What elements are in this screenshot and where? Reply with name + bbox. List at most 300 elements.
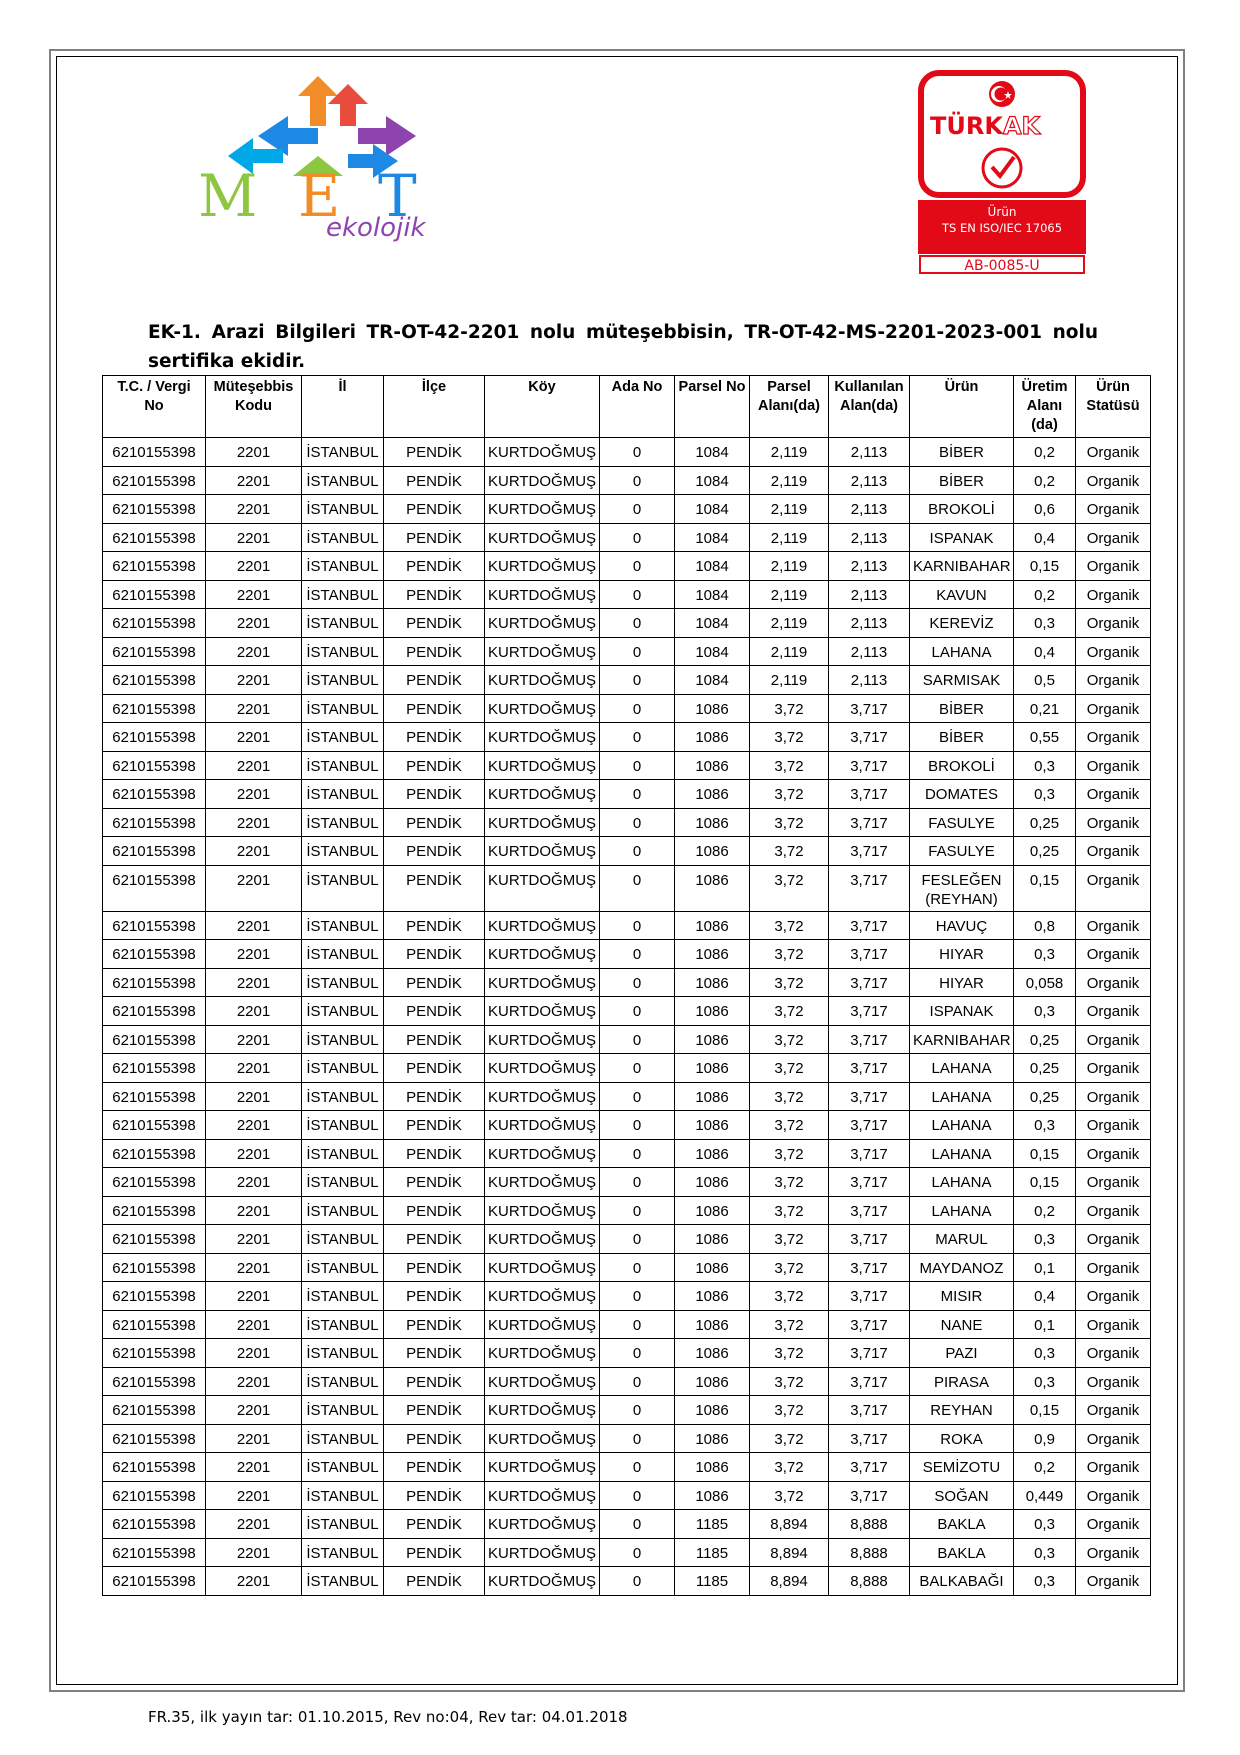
table-cell: 1084 xyxy=(675,523,750,552)
table-cell: MISIR xyxy=(910,1282,1014,1311)
column-header: Parsel No xyxy=(675,376,750,438)
table-cell: 3,72 xyxy=(750,1225,829,1254)
table-cell: 3,72 xyxy=(750,1367,829,1396)
table-cell: İSTANBUL xyxy=(302,1225,384,1254)
turkak-standard-label: TS EN ISO/IEC 17065 xyxy=(941,221,1063,235)
table-cell: SOĞAN xyxy=(910,1481,1014,1510)
table-cell: 3,717 xyxy=(829,997,910,1026)
column-header: İl xyxy=(302,376,384,438)
table-cell: 0,4 xyxy=(1014,637,1076,666)
table-cell: 0,3 xyxy=(1014,1510,1076,1539)
table-cell: 3,717 xyxy=(829,1396,910,1425)
table-cell: Organik xyxy=(1076,694,1151,723)
table-cell: 0,55 xyxy=(1014,723,1076,752)
table-cell: 6210155398 xyxy=(103,580,206,609)
table-cell: İSTANBUL xyxy=(302,1025,384,1054)
table-cell: KURTDOĞMUŞ xyxy=(485,1082,600,1111)
table-row xyxy=(103,1453,1151,1482)
table-cell: 6210155398 xyxy=(103,637,206,666)
table-cell: İSTANBUL xyxy=(302,637,384,666)
table-cell: 3,717 xyxy=(829,808,910,837)
table-cell: KEREVİZ xyxy=(910,609,1014,638)
table-cell: NANE xyxy=(910,1310,1014,1339)
table-cell: 0 xyxy=(600,723,675,752)
table-cell: 1086 xyxy=(675,1282,750,1311)
table-cell: MAYDANOZ xyxy=(910,1253,1014,1282)
table-cell: 6210155398 xyxy=(103,1453,206,1482)
table-cell: 1086 xyxy=(675,1396,750,1425)
table-cell: HIYAR xyxy=(910,968,1014,997)
table-cell: 0,3 xyxy=(1014,1567,1076,1596)
table-cell: 0 xyxy=(600,466,675,495)
logo-letter-1: M xyxy=(198,162,258,230)
table-row xyxy=(103,1424,1151,1453)
table-cell: 0 xyxy=(600,1453,675,1482)
table-cell: KURTDOĞMUŞ xyxy=(485,1282,600,1311)
table-cell: KURTDOĞMUŞ xyxy=(485,1339,600,1368)
table-cell: 2201 xyxy=(206,1196,302,1225)
table-cell: LAHANA xyxy=(910,1054,1014,1083)
table-cell: 1084 xyxy=(675,637,750,666)
table-row xyxy=(103,940,1151,969)
table-cell: 0 xyxy=(600,1481,675,1510)
table-cell: İSTANBUL xyxy=(302,1339,384,1368)
table-cell: Organik xyxy=(1076,997,1151,1026)
table-cell: 0 xyxy=(600,1310,675,1339)
table-cell: 1084 xyxy=(675,438,750,467)
table-row xyxy=(103,723,1151,752)
table-cell: 8,894 xyxy=(750,1538,829,1567)
table-cell: İSTANBUL xyxy=(302,1396,384,1425)
table-row xyxy=(103,666,1151,695)
table-cell: 1086 xyxy=(675,865,750,911)
table-cell: KURTDOĞMUŞ xyxy=(485,609,600,638)
table-row xyxy=(103,694,1151,723)
table-cell: 1086 xyxy=(675,940,750,969)
table-cell: 0,3 xyxy=(1014,609,1076,638)
table-cell: Organik xyxy=(1076,1025,1151,1054)
table-cell: 2,119 xyxy=(750,438,829,467)
table-cell: 3,717 xyxy=(829,940,910,969)
table-cell: 2,119 xyxy=(750,466,829,495)
table-cell: 6210155398 xyxy=(103,1282,206,1311)
table-cell: İSTANBUL xyxy=(302,666,384,695)
table-cell: İSTANBUL xyxy=(302,438,384,467)
table-cell: 3,717 xyxy=(829,1225,910,1254)
table-cell: 3,72 xyxy=(750,997,829,1026)
table-cell: 0,3 xyxy=(1014,1111,1076,1140)
table-cell: 0 xyxy=(600,1025,675,1054)
table-cell: 3,717 xyxy=(829,723,910,752)
table-cell: 6210155398 xyxy=(103,523,206,552)
table-cell: 1086 xyxy=(675,1168,750,1197)
table-cell: 6210155398 xyxy=(103,997,206,1026)
table-cell: 2201 xyxy=(206,1453,302,1482)
table-cell: 3,717 xyxy=(829,1282,910,1311)
table-cell: 0 xyxy=(600,911,675,940)
table-body xyxy=(103,438,1151,1596)
table-cell: 3,72 xyxy=(750,968,829,997)
table-cell: PENDİK xyxy=(384,997,485,1026)
table-row xyxy=(103,1168,1151,1197)
table-cell: KURTDOĞMUŞ xyxy=(485,1510,600,1539)
table-cell: 2,113 xyxy=(829,523,910,552)
table-cell: 0 xyxy=(600,1225,675,1254)
table-cell: KAVUN xyxy=(910,580,1014,609)
table-cell: 0 xyxy=(600,1168,675,1197)
table-cell: 2,113 xyxy=(829,438,910,467)
table-cell: Organik xyxy=(1076,1054,1151,1083)
table-cell: PENDİK xyxy=(384,808,485,837)
table-cell: KURTDOĞMUŞ xyxy=(485,837,600,866)
table-cell: PENDİK xyxy=(384,1054,485,1083)
table-cell: KURTDOĞMUŞ xyxy=(485,466,600,495)
column-header: Parsel Alanı(da) xyxy=(750,376,829,438)
table-cell: 2201 xyxy=(206,865,302,911)
table-cell: KURTDOĞMUŞ xyxy=(485,997,600,1026)
table-cell: 6210155398 xyxy=(103,1025,206,1054)
table-cell: 6210155398 xyxy=(103,751,206,780)
table-cell: KURTDOĞMUŞ xyxy=(485,552,600,581)
table-cell: 3,72 xyxy=(750,1139,829,1168)
table-cell: 0 xyxy=(600,1196,675,1225)
table-cell: PENDİK xyxy=(384,1510,485,1539)
table-cell: KURTDOĞMUŞ xyxy=(485,1310,600,1339)
table-cell: PENDİK xyxy=(384,609,485,638)
table-cell: PENDİK xyxy=(384,940,485,969)
table-cell: 6210155398 xyxy=(103,1139,206,1168)
table-row xyxy=(103,1054,1151,1083)
table-cell: 6210155398 xyxy=(103,911,206,940)
table-cell: 3,717 xyxy=(829,694,910,723)
table-cell: KURTDOĞMUŞ xyxy=(485,1396,600,1425)
table-cell: PENDİK xyxy=(384,1481,485,1510)
column-header: Ürün Statüsü xyxy=(1076,376,1151,438)
table-cell: PENDİK xyxy=(384,666,485,695)
table-cell: İSTANBUL xyxy=(302,1453,384,1482)
table-cell: İSTANBUL xyxy=(302,523,384,552)
table-cell: PENDİK xyxy=(384,1168,485,1197)
table-cell: 2201 xyxy=(206,1367,302,1396)
table-row xyxy=(103,997,1151,1026)
table-row xyxy=(103,1082,1151,1111)
table-cell: 3,717 xyxy=(829,1196,910,1225)
table-cell: İSTANBUL xyxy=(302,1510,384,1539)
table-cell: 2201 xyxy=(206,1310,302,1339)
table-cell: PENDİK xyxy=(384,723,485,752)
table-row xyxy=(103,637,1151,666)
table-row xyxy=(103,911,1151,940)
table-row xyxy=(103,968,1151,997)
table-cell: 2,113 xyxy=(829,637,910,666)
table-cell: 0,9 xyxy=(1014,1424,1076,1453)
table-cell: 3,717 xyxy=(829,1111,910,1140)
table-cell: İSTANBUL xyxy=(302,694,384,723)
table-cell: 0 xyxy=(600,780,675,809)
table-cell: 6210155398 xyxy=(103,466,206,495)
table-cell: 6210155398 xyxy=(103,968,206,997)
table-cell: KURTDOĞMUŞ xyxy=(485,666,600,695)
table-cell: 3,72 xyxy=(750,1424,829,1453)
document-heading: EK-1. Arazi Bilgileri TR-OT-42-2201 nolu müteşebbisin, TR-OT-42-MS-2201-2023-001 nolu sertifika ekidir. xyxy=(148,322,1098,372)
table-cell: İSTANBUL xyxy=(302,1139,384,1168)
table-cell: 0 xyxy=(600,609,675,638)
table-cell: İSTANBUL xyxy=(302,1310,384,1339)
table-cell: 2201 xyxy=(206,580,302,609)
table-cell: 6210155398 xyxy=(103,495,206,524)
table-cell: 0 xyxy=(600,1111,675,1140)
table-cell: 1185 xyxy=(675,1538,750,1567)
table-cell: 1086 xyxy=(675,1196,750,1225)
table-cell: 0 xyxy=(600,1054,675,1083)
table-cell: Organik xyxy=(1076,1367,1151,1396)
table-cell: 3,717 xyxy=(829,1139,910,1168)
table-cell: 1086 xyxy=(675,968,750,997)
table-cell: LAHANA xyxy=(910,1111,1014,1140)
table-cell: 0,25 xyxy=(1014,1025,1076,1054)
table-cell: 8,888 xyxy=(829,1510,910,1539)
table-cell: Organik xyxy=(1076,523,1151,552)
table-cell: FASULYE xyxy=(910,808,1014,837)
table-cell: İSTANBUL xyxy=(302,751,384,780)
table-cell: 0 xyxy=(600,666,675,695)
table-cell: 2201 xyxy=(206,1567,302,1596)
column-header: T.C. / Vergi No xyxy=(103,376,206,438)
table-cell: ISPANAK xyxy=(910,997,1014,1026)
table-cell: İSTANBUL xyxy=(302,609,384,638)
table-cell: İSTANBUL xyxy=(302,1424,384,1453)
table-cell: 3,72 xyxy=(750,808,829,837)
table-cell: 2201 xyxy=(206,523,302,552)
table-cell: KURTDOĞMUŞ xyxy=(485,940,600,969)
table-cell: 6210155398 xyxy=(103,1111,206,1140)
table-cell: Organik xyxy=(1076,1196,1151,1225)
table-row xyxy=(103,438,1151,467)
table-cell: Organik xyxy=(1076,1225,1151,1254)
table-cell: 3,72 xyxy=(750,911,829,940)
table-cell: 0,1 xyxy=(1014,1310,1076,1339)
table-cell: 6210155398 xyxy=(103,1196,206,1225)
table-cell: LAHANA xyxy=(910,1082,1014,1111)
table-cell: 3,717 xyxy=(829,751,910,780)
table-cell: KARNIBAHAR xyxy=(910,552,1014,581)
table-cell: 6210155398 xyxy=(103,940,206,969)
table-cell: Organik xyxy=(1076,637,1151,666)
table-cell: KURTDOĞMUŞ xyxy=(485,1196,600,1225)
table-cell: LAHANA xyxy=(910,637,1014,666)
turkak-accreditation-logo xyxy=(918,70,1086,274)
table-cell: 3,72 xyxy=(750,837,829,866)
table-cell: 2201 xyxy=(206,1396,302,1425)
table-cell: PENDİK xyxy=(384,1139,485,1168)
table-cell: PENDİK xyxy=(384,1453,485,1482)
table-cell: Organik xyxy=(1076,1510,1151,1539)
table-cell: Organik xyxy=(1076,1168,1151,1197)
table-cell: 2201 xyxy=(206,911,302,940)
table-cell: 0 xyxy=(600,940,675,969)
table-cell: 6210155398 xyxy=(103,837,206,866)
table-cell: 2201 xyxy=(206,1538,302,1567)
table-cell: İSTANBUL xyxy=(302,911,384,940)
table-row xyxy=(103,580,1151,609)
table-cell: 1086 xyxy=(675,694,750,723)
table-cell: Organik xyxy=(1076,1396,1151,1425)
table-cell: PENDİK xyxy=(384,1025,485,1054)
table-cell: Organik xyxy=(1076,1339,1151,1368)
table-cell: 0,4 xyxy=(1014,523,1076,552)
table-cell: PENDİK xyxy=(384,580,485,609)
table-cell: 3,717 xyxy=(829,1453,910,1482)
table-cell: 0,8 xyxy=(1014,911,1076,940)
table-cell: KURTDOĞMUŞ xyxy=(485,438,600,467)
table-cell: 3,72 xyxy=(750,1168,829,1197)
table-cell: PENDİK xyxy=(384,1111,485,1140)
table-cell: 3,72 xyxy=(750,1253,829,1282)
table-cell: 0,3 xyxy=(1014,751,1076,780)
table-cell: 1086 xyxy=(675,997,750,1026)
table-cell: Organik xyxy=(1076,808,1151,837)
table-cell: 0 xyxy=(600,438,675,467)
table-cell: PENDİK xyxy=(384,1196,485,1225)
table-cell: 1086 xyxy=(675,751,750,780)
table-cell: PENDİK xyxy=(384,1339,485,1368)
table-row xyxy=(103,1339,1151,1368)
table-cell: PENDİK xyxy=(384,552,485,581)
table-cell: KURTDOĞMUŞ xyxy=(485,911,600,940)
table-cell: Organik xyxy=(1076,466,1151,495)
table-cell: 3,72 xyxy=(750,1396,829,1425)
table-cell: İSTANBUL xyxy=(302,1567,384,1596)
table-cell: 0,25 xyxy=(1014,808,1076,837)
table-cell: 2201 xyxy=(206,1168,302,1197)
table-cell: KURTDOĞMUŞ xyxy=(485,1111,600,1140)
table-cell: 3,72 xyxy=(750,723,829,752)
logo-letter-2: E xyxy=(298,162,341,230)
table-cell: 3,717 xyxy=(829,911,910,940)
table-cell: 0 xyxy=(600,968,675,997)
table-cell: KURTDOĞMUŞ xyxy=(485,1253,600,1282)
table-cell: 0,3 xyxy=(1014,780,1076,809)
table-cell: Organik xyxy=(1076,609,1151,638)
table-cell: PENDİK xyxy=(384,1367,485,1396)
table-cell: 1084 xyxy=(675,552,750,581)
table-row xyxy=(103,865,1151,911)
table-cell: 0,1 xyxy=(1014,1253,1076,1282)
table-cell: PENDİK xyxy=(384,523,485,552)
table-cell: LAHANA xyxy=(910,1139,1014,1168)
table-cell: ISPANAK xyxy=(910,523,1014,552)
met-ekolojik-logo xyxy=(198,76,480,272)
table-cell: 0,3 xyxy=(1014,940,1076,969)
table-cell: 0 xyxy=(600,865,675,911)
table-cell: PENDİK xyxy=(384,865,485,911)
table-cell: 2,113 xyxy=(829,609,910,638)
table-row xyxy=(103,751,1151,780)
table-cell: Organik xyxy=(1076,1424,1151,1453)
table-cell: 2,113 xyxy=(829,495,910,524)
table-cell: 0,3 xyxy=(1014,997,1076,1026)
table-cell: 1086 xyxy=(675,1025,750,1054)
table-row xyxy=(103,523,1151,552)
table-cell: PENDİK xyxy=(384,1567,485,1596)
table-cell: BROKOLİ xyxy=(910,495,1014,524)
table-cell: LAHANA xyxy=(910,1196,1014,1225)
table-cell: 0,2 xyxy=(1014,1453,1076,1482)
table-row xyxy=(103,1510,1151,1539)
table-cell: LAHANA xyxy=(910,1168,1014,1197)
table-cell: BAKLA xyxy=(910,1510,1014,1539)
table-cell: KURTDOĞMUŞ xyxy=(485,694,600,723)
table-cell: 2,113 xyxy=(829,666,910,695)
table-cell: 3,72 xyxy=(750,1310,829,1339)
table-cell: Organik xyxy=(1076,968,1151,997)
table-cell: 6210155398 xyxy=(103,1424,206,1453)
table-cell: 1086 xyxy=(675,1082,750,1111)
table-row xyxy=(103,1025,1151,1054)
table-cell: 2,119 xyxy=(750,552,829,581)
table-cell: 0 xyxy=(600,997,675,1026)
table-cell: BİBER xyxy=(910,694,1014,723)
table-row xyxy=(103,466,1151,495)
table-cell: PENDİK xyxy=(384,1396,485,1425)
column-header: Kullanılan Alan(da) xyxy=(829,376,910,438)
table-cell: 0 xyxy=(600,1367,675,1396)
table-cell: 1086 xyxy=(675,1225,750,1254)
table-cell: 6210155398 xyxy=(103,1396,206,1425)
table-cell: 1084 xyxy=(675,666,750,695)
column-header: Üretim Alanı (da) xyxy=(1014,376,1076,438)
table-cell: BİBER xyxy=(910,466,1014,495)
table-cell: 1086 xyxy=(675,1054,750,1083)
table-cell: 6210155398 xyxy=(103,780,206,809)
table-cell: Organik xyxy=(1076,865,1151,911)
table-cell: PENDİK xyxy=(384,694,485,723)
table-cell: 3,72 xyxy=(750,1339,829,1368)
table-cell: KURTDOĞMUŞ xyxy=(485,1424,600,1453)
table-cell: PENDİK xyxy=(384,911,485,940)
table-cell: 3,72 xyxy=(750,865,829,911)
table-cell: 3,717 xyxy=(829,1168,910,1197)
table-cell: KURTDOĞMUŞ xyxy=(485,1168,600,1197)
table-row xyxy=(103,1111,1151,1140)
form-footer: FR.35, ilk yayın tar: 01.10.2015, Rev no:04, Rev tar: 04.01.2018 xyxy=(148,1708,628,1726)
table-row xyxy=(103,1367,1151,1396)
table-cell: PENDİK xyxy=(384,1310,485,1339)
table-cell: 6210155398 xyxy=(103,666,206,695)
table-cell: 6210155398 xyxy=(103,1510,206,1539)
table-cell: 0 xyxy=(600,1282,675,1311)
table-cell: Organik xyxy=(1076,1082,1151,1111)
table-row xyxy=(103,1225,1151,1254)
table-cell: 3,717 xyxy=(829,780,910,809)
table-cell: 0 xyxy=(600,1253,675,1282)
table-cell: FESLEĞEN (REYHAN) xyxy=(910,865,1014,911)
table-cell: Organik xyxy=(1076,438,1151,467)
column-header: Köy xyxy=(485,376,600,438)
table-cell: 2,113 xyxy=(829,466,910,495)
table-cell: PENDİK xyxy=(384,968,485,997)
table-cell: 0 xyxy=(600,1139,675,1168)
table-cell: Organik xyxy=(1076,1481,1151,1510)
table-cell: 3,72 xyxy=(750,1082,829,1111)
table-cell: 1084 xyxy=(675,609,750,638)
table-row xyxy=(103,1538,1151,1567)
table-header-row xyxy=(103,376,1151,438)
table-cell: 3,717 xyxy=(829,1310,910,1339)
table-cell: KURTDOĞMUŞ xyxy=(485,523,600,552)
table-cell: 2,113 xyxy=(829,552,910,581)
table-cell: 2201 xyxy=(206,609,302,638)
